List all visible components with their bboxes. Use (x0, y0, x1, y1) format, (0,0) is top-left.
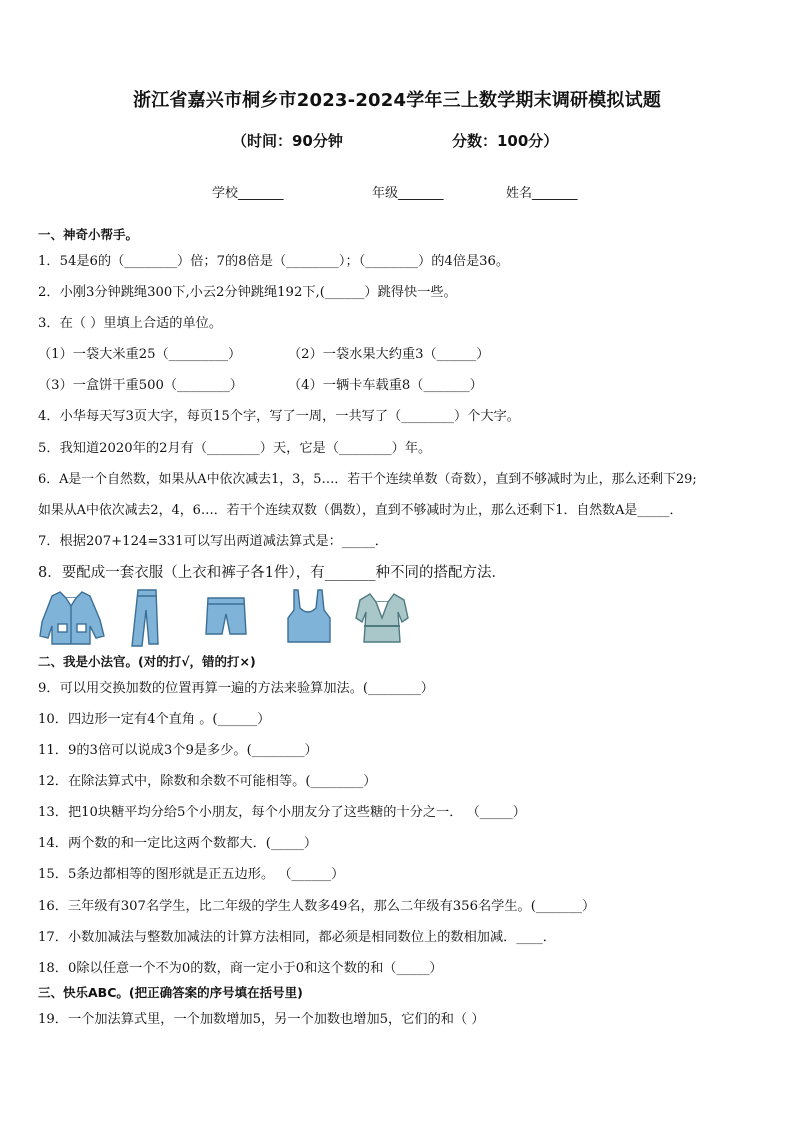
section-2-heading: 二、我是小法官。(对的打√，错的打×) (38, 654, 256, 669)
clothing-illustrations (38, 588, 428, 648)
question-9: 9．可以用交换加数的位置再算一遍的方法来验算加法。(________） (38, 681, 434, 696)
vest-icon (288, 590, 330, 642)
exam-time: （时间：90分钟 (232, 132, 343, 150)
grade-field: 年级_______ (372, 186, 444, 201)
question-5: 5．我知道2020年的2月有（________）天，它是（________）年。 (38, 441, 432, 456)
school-field: 学校_______ (212, 186, 284, 201)
name-field: 姓名_______ (506, 186, 578, 201)
question-15: 15．5条边都相等的图形就是正五边形。 （______） (38, 867, 345, 882)
question-11: 11．9的3倍可以说成3个9是多少。(________） (38, 743, 318, 758)
question-3-2: （2）一袋水果大约重3（______） (288, 347, 490, 362)
question-3-4: （4）一辆卡车载重8（_______） (288, 378, 483, 393)
question-10: 10．四边形一定有4个直角 。(______） (38, 712, 271, 727)
question-1: 1．54是6的（________）倍；7的8倍是（________）；（________）的4倍是36。 (38, 254, 510, 269)
question-2: 2．小刚3分钟跳绳300下,小云2分钟跳绳192下,(______）跳得快一些。 (38, 285, 457, 300)
shorts-icon (206, 598, 246, 634)
section-3-heading: 三、快乐ABC。(把正确答案的序号填在括号里) (38, 985, 303, 1000)
question-17: 17．小数加减法与整数加减法的计算方法相同，都必须是相同数位上的数相加减．____． (38, 930, 556, 945)
question-19: 19．一个加法算式里，一个加数增加5，另一个加数也增加5，它们的和（ ） (38, 1012, 485, 1027)
section-1-heading: 一、神奇小帮手。 (38, 227, 139, 242)
question-6-line-1: 6．A是一个自然数，如果从A中依次减去1，3，5…．若干个连续单数（奇数），直到不够减时为止，那么还剩下29; (38, 472, 697, 487)
question-6-line-2: 如果从A中依次减去2，4，6…．若干个连续双数（偶数），直到不够减时为止，那么还剩下1．自然数A是_____． (38, 503, 683, 518)
question-13: 13．把10块糖平均分给5个小朋友，每个小朋友分了这些糖的十分之一． （_____） (38, 805, 526, 820)
jacket-icon (40, 592, 104, 644)
question-12: 12．在除法算式中，除数和余数不可能相等。(________） (38, 774, 377, 789)
trousers-icon (132, 590, 158, 646)
question-16: 16．三年级有307名学生，比二年级的学生人数多49名，那么二年级有356名学生。(_______） (38, 899, 596, 914)
question-3-3: （3）一盒饼干重500（________） (38, 378, 243, 393)
exam-score: 分数：100分） (452, 132, 559, 150)
question-18: 18．0除以任意一个不为0的数，商一定小于0和这个数的和（_____） (38, 961, 443, 976)
question-14: 14．两个数的和一定比这两个数都大．(_____） (38, 836, 318, 851)
question-7: 7．根据207+124=331可以写出两道减法算式是：_____． (38, 534, 388, 549)
page-title: 浙江省嘉兴市桐乡市2023-2024学年三上数学期末调研模拟试题 (132, 90, 662, 111)
question-3: 3．在（ ）里填上合适的单位。 (38, 316, 223, 331)
coat-icon (356, 594, 408, 642)
question-3-1: （1）一袋大米重25（_________） (38, 347, 242, 362)
question-8: 8．要配成一套衣服（上衣和裤子各1件），有_______种不同的搭配方法． (38, 565, 506, 581)
question-4: 4．小华每天写3页大字，每页15个字，写了一周，一共写了（________）个大字。 (38, 409, 520, 424)
